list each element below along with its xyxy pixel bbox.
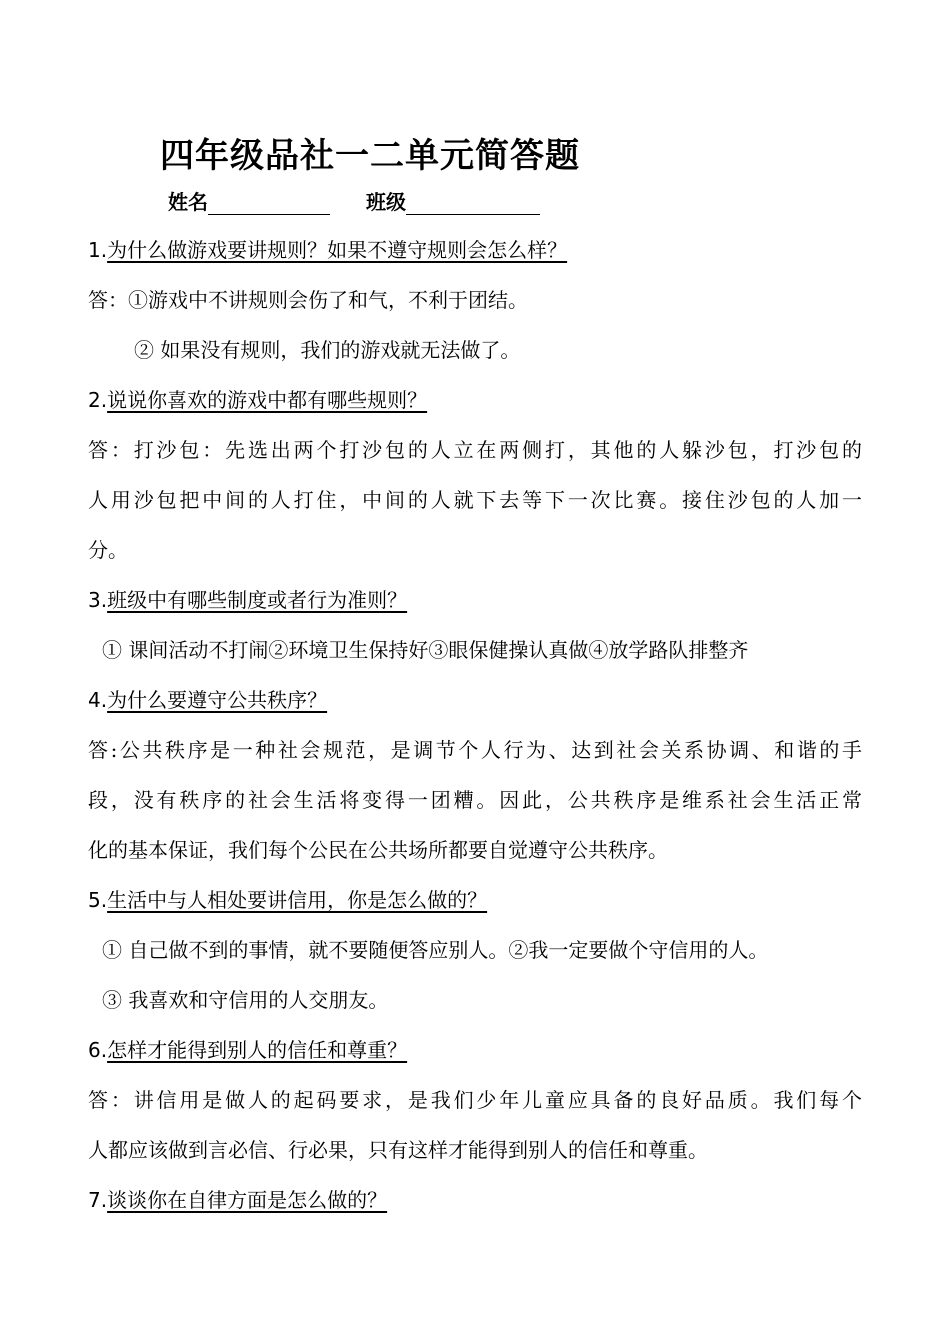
question-number: 6. xyxy=(88,1038,108,1062)
question-4 xyxy=(88,686,327,714)
question-6 xyxy=(88,1036,407,1064)
answer-5-line-2: ③ 我喜欢和守信用的人交朋友。 xyxy=(102,988,389,1012)
class-label: 班级 xyxy=(366,190,406,214)
question-2 xyxy=(88,386,427,414)
student-info-row xyxy=(168,186,540,215)
name-blank xyxy=(208,192,330,215)
question-number: 1. xyxy=(88,238,108,262)
question-text: 生活中与人相处要讲信用，你是怎么做的？ xyxy=(107,888,488,912)
answer-1-line-1: 答：①游戏中不讲规则会伤了和气，不利于团结。 xyxy=(88,288,528,312)
question-1 xyxy=(88,236,567,264)
question-number: 5. xyxy=(88,888,108,912)
question-text: 班级中有哪些制度或者行为准则？ xyxy=(107,588,408,612)
question-text: 为什么要遵守公共秩序？ xyxy=(107,688,328,712)
question-number: 2. xyxy=(88,388,108,412)
answer-4-line-1: 答:公共秩序是一种社会规范，是调节个人行为、达到社会关系协调、和谐的手 xyxy=(88,738,862,762)
answer-2-line-2: 人用沙包把中间的人打住，中间的人就下去等下一次比赛。接住沙包的人加一 xyxy=(88,488,862,512)
question-text: 谈谈你在自律方面是怎么做的？ xyxy=(107,1188,388,1212)
question-3 xyxy=(88,586,407,614)
question-text: 怎样才能得到别人的信任和尊重？ xyxy=(107,1038,408,1062)
answer-4-line-2: 段，没有秩序的社会生活将变得一团糟。因此，公共秩序是维系社会生活正常 xyxy=(88,788,862,812)
answer-3-line-1: ① 课间活动不打闹②环境卫生保持好③眼保健操认真做④放学路队排整齐 xyxy=(102,638,749,662)
question-5 xyxy=(88,886,487,914)
question-number: 4. xyxy=(88,688,108,712)
question-number: 7. xyxy=(88,1188,108,1212)
answer-4-line-3: 化的基本保证，我们每个公民在公共场所都要自觉遵守公共秩序。 xyxy=(88,838,668,862)
page-title: 四年级品社一二单元简答题 xyxy=(160,136,580,176)
question-text: 说说你喜欢的游戏中都有哪些规则？ xyxy=(107,388,428,412)
question-number: 3. xyxy=(88,588,108,612)
question-text: 为什么做游戏要讲规则？如果不遵守规则会怎么样？ xyxy=(107,238,568,262)
answer-5-line-1: ① 自己做不到的事情，就不要随便答应别人。②我一定要做个守信用的人。 xyxy=(102,938,769,962)
answer-2-line-1: 答：打沙包：先选出两个打沙包的人立在两侧打，其他的人躲沙包，打沙包的 xyxy=(88,438,862,462)
answer-6-line-1: 答：讲信用是做人的起码要求，是我们少年儿童应具备的良好品质。我们每个 xyxy=(88,1088,862,1112)
name-label: 姓名 xyxy=(168,190,208,214)
answer-1-line-2: ② 如果没有规则，我们的游戏就无法做了。 xyxy=(134,338,521,362)
class-blank xyxy=(406,192,540,215)
answer-2-line-3: 分。 xyxy=(88,538,128,562)
answer-6-line-2: 人都应该做到言必信、行必果，只有这样才能得到别人的信任和尊重。 xyxy=(88,1138,708,1162)
question-7 xyxy=(88,1186,387,1214)
